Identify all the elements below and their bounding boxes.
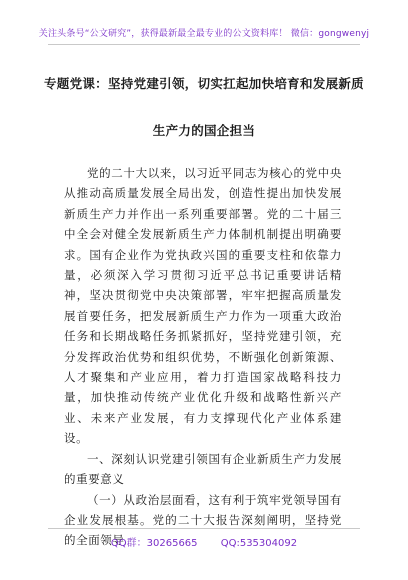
footer-divider [48, 528, 360, 529]
header-watermark-note: 关注头条号“公文研究”，获得最新最全最专业的公文资料库！ 微信：gongwenyj [38, 29, 370, 39]
document-title-line-2: 生产力的国企担当 [152, 123, 256, 138]
header-divider [48, 44, 360, 45]
section-heading-1: 一、深刻认识党建引领国有企业新质生产力发展的重要意义 [64, 451, 342, 487]
footer-contact [0, 534, 408, 549]
paragraph-intro: 党的二十大以来，以习近平同志为核心的党中央从推动高质量发展全局出发，创造性提出加快发展新质生产力并作出一系列重要部署。党的二十届三中全会对健全发展新质生产力体制机制提出明确要求。国有企业作为党执政兴国的重要支柱和依靠力量，必须深入学习贯彻习近平总书记重要讲话精神，坚决贯彻党中央决策部署，牢牢把握高质量发展首要任务，把发展新质生产力作为一项重大政治任务和长期战略任务抓紧抓好，坚持党建引领，充分发挥政治优势和组织优势，不断强化创新策源、人才聚集和产业应用，着力打造国家战略科技力量，加快推动传统产业优化升级和战略性新兴产业、未来产业发展，有力支撑现代化产业体系建设。 [64, 166, 342, 446]
paragraph-political-level: （一）从政治层面看，这有利于筑牢党领导国有企业发展根基。党的二十大报告深刻阐明，坚持党的全面领导 [64, 492, 342, 548]
footer-qq-number: QQ:535304092 [220, 538, 298, 549]
footer-qq-group: QQ群：30265665 [110, 538, 198, 549]
document-title-line-1: 专题党课：坚持党建引领，切实扛起加快培育和发展新质 [43, 76, 364, 91]
document-body [64, 163, 342, 551]
